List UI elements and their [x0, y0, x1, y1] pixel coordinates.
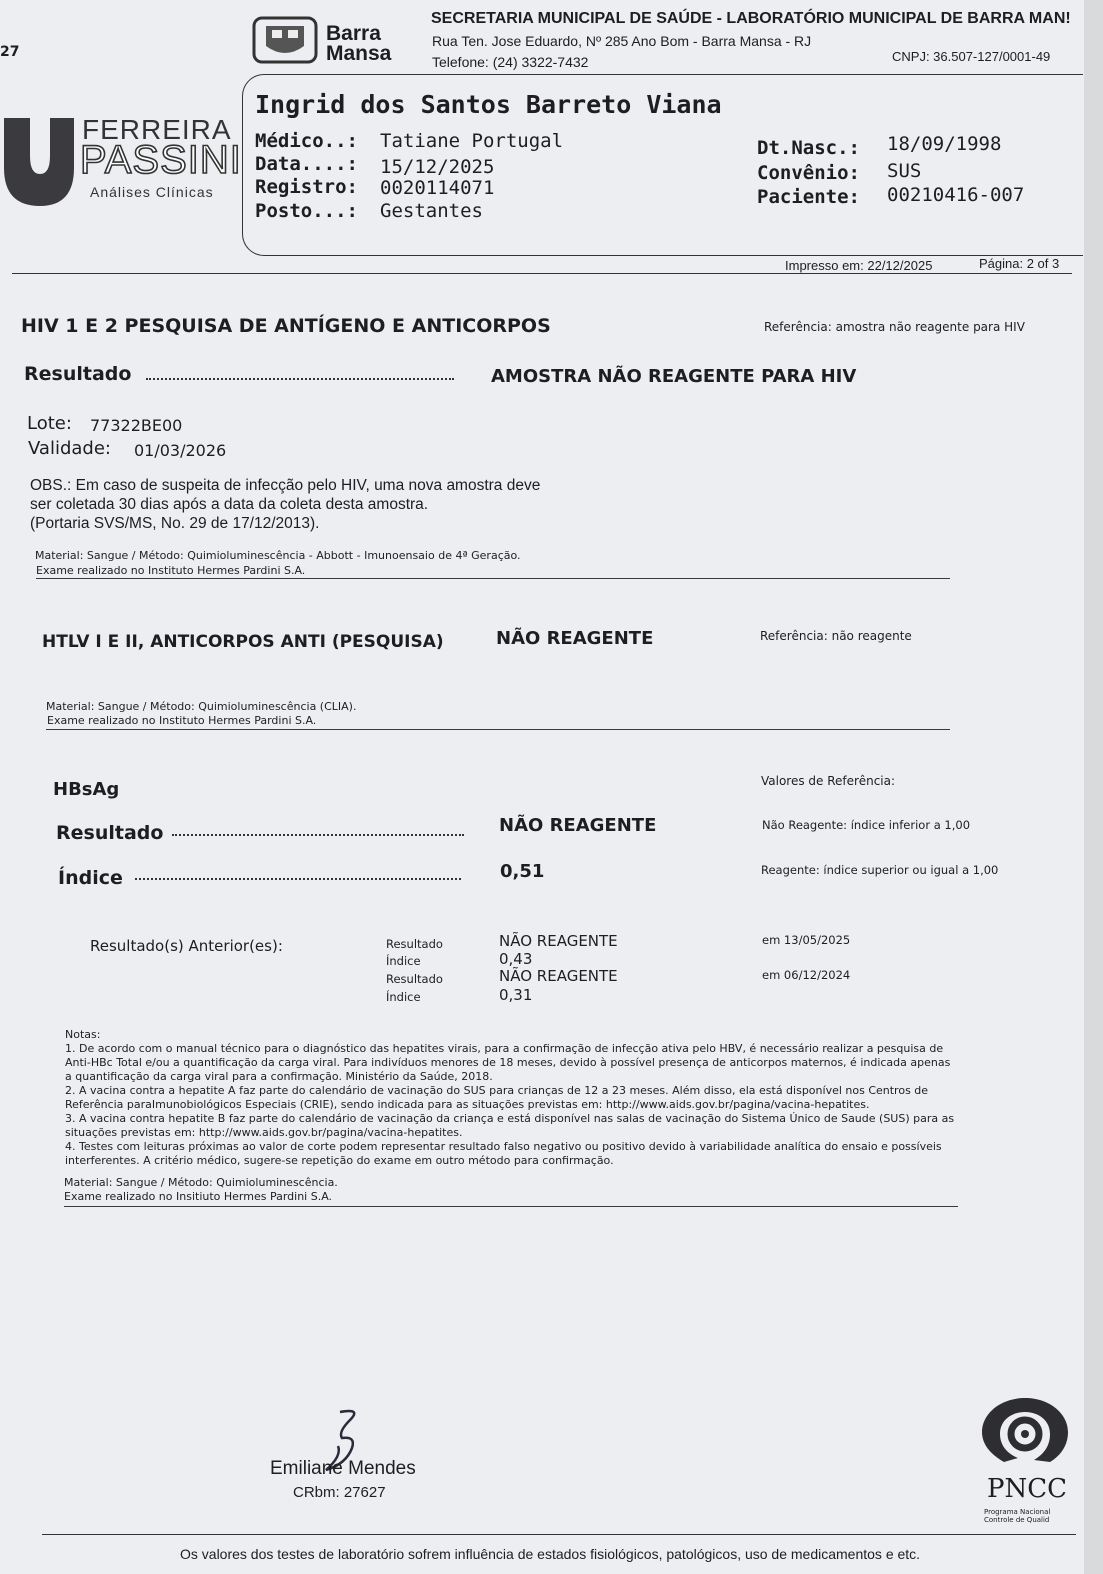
htlv-divider	[46, 729, 950, 730]
analises-clinicas-text: Análises Clínicas	[90, 184, 214, 200]
previous-result-2-date: em 06/12/2024	[762, 968, 851, 982]
hbsag-result-value: NÃO REAGENTE	[499, 815, 657, 836]
hbsag-reference-nonreactive: Não Reagente: índice inferior a 1,00	[762, 818, 971, 832]
margin-number: 27	[0, 44, 20, 60]
convenio-label: Convênio:	[757, 162, 860, 184]
previous-results-label: Resultado(s) Anterior(es):	[90, 937, 283, 955]
registro-label: Registro:	[255, 176, 358, 198]
previous-result-1-value: NÃO REAGENTE	[499, 932, 618, 950]
notes-line: 4. Testes com leituras próximas ao valor de corte podem representar resultado falso negativo ou positivo devido à variabilidade analítica do ensaio e possíveis	[65, 1140, 942, 1153]
hiv-obs-line1: OBS.: Em caso de suspeita de infecção pelo HIV, uma nova amostra deve	[30, 477, 541, 494]
pncq-tagline-2: Controle de Qualid	[984, 1516, 1050, 1524]
coat-of-arms-icon	[248, 14, 322, 66]
footer-disclaimer: Os valores dos testes de laboratório sofrem influência de estados fisiológicos, patológicos, uso de medicamentos e etc.	[180, 1546, 921, 1562]
notes-line: a quantificação da carga viral para a confirmação. Ministério da Saúde, 2018.	[65, 1070, 493, 1083]
hiv-reference: Referência: amostra não reagente para HIV	[764, 320, 1025, 334]
municipal-cnpj: CNPJ: 36.507-127/0001-49	[892, 49, 1051, 64]
pncq-tagline-1: Programa Nacional	[984, 1508, 1051, 1516]
pncq-seal-icon	[978, 1394, 1072, 1468]
paciente-value: 00210416-007	[887, 184, 1025, 206]
hiv-exam-title: HIV 1 E 2 PESQUISA DE ANTÍGENO E ANTICORPOS	[21, 315, 551, 337]
flask-logo-icon	[0, 116, 76, 208]
previous-result-1-label: Resultado	[386, 937, 443, 951]
lote-value: 77322BE00	[90, 416, 183, 435]
htlv-performed-at: Exame realizado no Instituto Hermes Pardini S.A.	[47, 714, 317, 727]
municipal-phone: Telefone: (24) 3322-7432	[432, 54, 589, 70]
paciente-label: Paciente:	[757, 186, 860, 208]
hbsag-exam-title: HBsAg	[53, 779, 120, 800]
hbsag-result-label: Resultado	[56, 822, 164, 844]
notes-line: 2. A vacina contra a hepatite A faz parte do calendário de vacinação do SUS para crianças de 12 a 23 meses. Além disso, ela está disponível nos Centros de	[65, 1084, 929, 1097]
previous-index-2-value: 0,31	[499, 986, 533, 1004]
ferreira-passini-logo	[0, 116, 240, 208]
htlv-result-value: NÃO REAGENTE	[496, 628, 654, 649]
medico-value: Tatiane Portugal	[380, 130, 564, 152]
data-value: 15/12/2025	[380, 156, 495, 178]
htlv-material: Material: Sangue / Método: Quimioluminescência (CLIA).	[46, 700, 357, 713]
posto-label: Posto...:	[255, 200, 358, 222]
hiv-performed-at: Exame realizado no Instituto Hermes Pardini S.A.	[36, 564, 306, 577]
notes-line: interferentes. A critério médico, sugere-se repetição do exame em outro método para confirmação.	[65, 1154, 614, 1167]
previous-result-2-value: NÃO REAGENTE	[499, 967, 618, 985]
hiv-result-label: Resultado	[24, 363, 132, 385]
dtnasc-value: 18/09/1998	[887, 133, 1002, 155]
notes-line: situações previstas em: http://www.aids.gov.br/pagina/vacina-hepatites.	[65, 1126, 463, 1139]
page-number: Página: 2 of 3	[979, 256, 1060, 271]
printed-date: Impresso em: 22/12/2025	[785, 258, 933, 273]
hbsag-result-leader	[172, 834, 464, 836]
hiv-material: Material: Sangue / Método: Quimioluminescência - Abbott - Imunoensaio de 4ª Geração.	[35, 549, 521, 562]
hbsag-performed-at: Exame realizado no Insitiuto Hermes Pardini S.A.	[64, 1190, 333, 1203]
pncq-text: PNCC	[987, 1474, 1068, 1504]
registro-value: 0020114071	[380, 177, 495, 199]
hbsag-index-label: Índice	[58, 867, 123, 889]
previous-index-2-label: Índice	[386, 990, 421, 1004]
posto-value: Gestantes	[380, 200, 483, 222]
hbsag-material: Material: Sangue / Método: Quimioluminescência.	[64, 1176, 338, 1189]
signatory-name: Emiliane Mendes	[270, 1458, 416, 1479]
htlv-exam-title: HTLV I E II, ANTICORPOS ANTI (PESQUISA)	[42, 632, 444, 652]
hbsag-index-leader	[135, 878, 461, 880]
notes-heading: Notas:	[65, 1028, 101, 1041]
signatory-crbm: CRbm: 27627	[293, 1484, 386, 1501]
hiv-result-value: AMOSTRA NÃO REAGENTE PARA HIV	[491, 366, 857, 387]
notes-line: Anti-HBc Total e/ou a quantificação da carga viral. Para indivíduos menores de 18 meses, devido à possível presença de anticorpos maternos, é indicada apenas	[65, 1056, 951, 1069]
htlv-reference: Referência: não reagente	[760, 629, 912, 643]
hbsag-reference-reactive: Reagente: índice superior ou igual a 1,00	[761, 863, 999, 877]
previous-index-1-value: 0,43	[499, 950, 533, 968]
header-divider	[12, 273, 1072, 274]
previous-result-1-date: em 13/05/2025	[762, 933, 851, 947]
validade-label: Validade:	[28, 438, 111, 459]
hbsag-reference-title: Valores de Referência:	[761, 774, 896, 788]
municipal-address: Rua Ten. Jose Eduardo, Nº 285 Ano Bom - Barra Mansa - RJ	[432, 33, 812, 49]
previous-index-1-label: Índice	[386, 954, 421, 968]
notes-line: 3. A vacina contra hepatite B faz parte do calendário de vacinação da criança e está disponível nas salas de vacinação do Sistema Único de Saude (SUS) para as	[65, 1112, 955, 1125]
hiv-result-leader	[146, 378, 454, 380]
dtnasc-label: Dt.Nasc.:	[757, 137, 860, 159]
hbsag-notes	[65, 1028, 954, 1168]
lote-label: Lote:	[27, 413, 72, 434]
hiv-obs-line3: (Portaria SVS/MS, No. 29 de 17/12/2013).	[30, 515, 320, 532]
municipal-title: SECRETARIA MUNICIPAL DE SAÚDE - LABORATÓRIO MUNICIPAL DE BARRA MAN!	[431, 10, 1071, 27]
barra-mansa-logo-text: Barra Mansa	[326, 22, 392, 65]
previous-result-2-label: Resultado	[386, 972, 443, 986]
ferreira-text: FERREIRA	[82, 114, 232, 145]
medico-label: Médico..:	[255, 130, 358, 152]
hiv-divider	[36, 578, 950, 579]
convenio-value: SUS	[887, 160, 922, 182]
footer-divider	[42, 1534, 1076, 1535]
hiv-obs-line2: ser coletada 30 dias após a data da coleta desta amostra.	[30, 496, 429, 513]
data-label: Data....:	[255, 153, 358, 175]
barra-mansa-logo	[248, 14, 423, 66]
notes-line: Referência paraImunobiológicos Especiais (CRIE), sendo indicada para as situações previstas em: http://www.aids.gov.br/pagina/vacina-hepatites.	[65, 1098, 870, 1111]
hbsag-index-value: 0,51	[500, 861, 545, 882]
passini-text: PASSINI	[80, 138, 242, 182]
notes-line: 1. De acordo com o manual técnico para o diagnóstico das hepatites virais, para a confirmação de infecção ativa pelo HBV, é necessário realizar a pesquisa de	[65, 1042, 944, 1055]
patient-name: Ingrid dos Santos Barreto Viana	[255, 90, 722, 119]
hbsag-divider	[64, 1206, 958, 1207]
validade-value: 01/03/2026	[134, 441, 227, 460]
